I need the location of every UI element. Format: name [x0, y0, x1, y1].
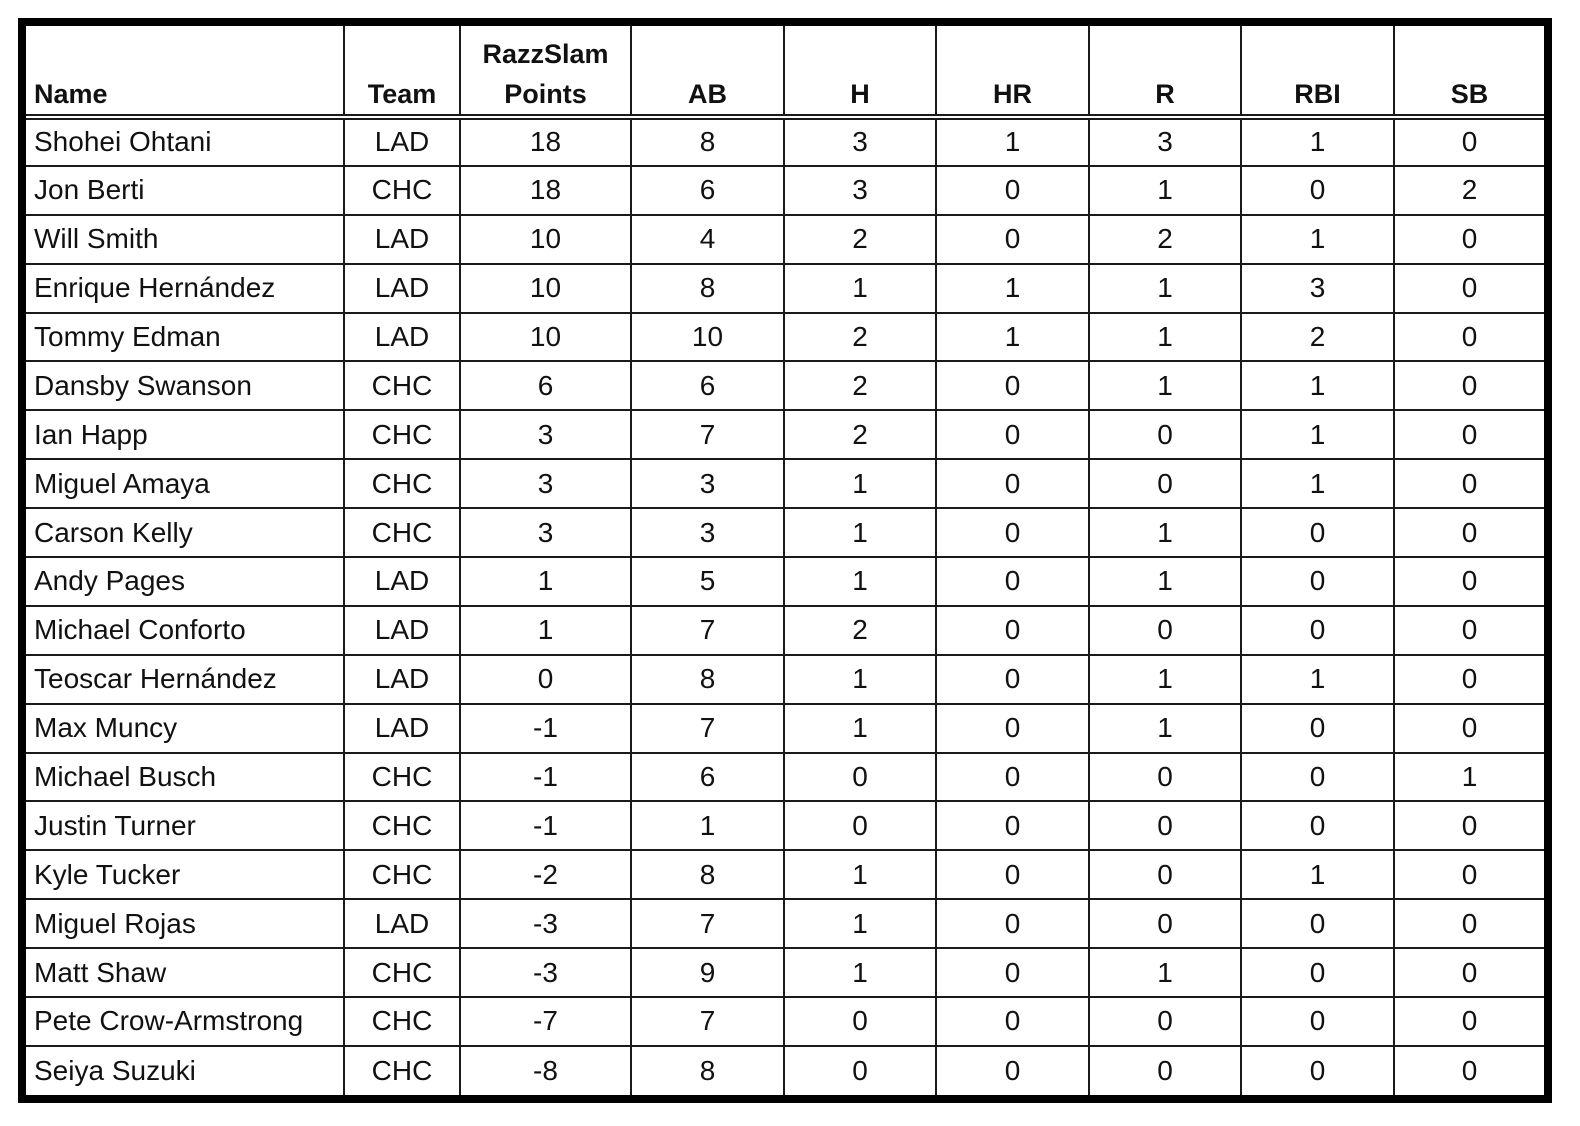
cell-team: CHC — [344, 997, 460, 1046]
cell-points: -8 — [460, 1046, 631, 1095]
cell-points: 10 — [460, 215, 631, 264]
cell-rbi: 0 — [1241, 557, 1394, 606]
cell-r: 3 — [1089, 117, 1241, 166]
header-r: R — [1089, 26, 1241, 117]
cell-points: 10 — [460, 313, 631, 362]
cell-r: 0 — [1089, 410, 1241, 459]
cell-rbi: 0 — [1241, 508, 1394, 557]
cell-sb: 0 — [1394, 410, 1544, 459]
cell-r: 2 — [1089, 215, 1241, 264]
cell-h: 0 — [784, 1046, 936, 1095]
cell-name: Pete Crow-Armstrong — [26, 997, 344, 1046]
cell-h: 1 — [784, 264, 936, 313]
cell-name: Tommy Edman — [26, 313, 344, 362]
cell-points: -3 — [460, 948, 631, 997]
cell-team: CHC — [344, 508, 460, 557]
cell-rbi: 2 — [1241, 313, 1394, 362]
cell-points: 1 — [460, 557, 631, 606]
cell-ab: 8 — [631, 264, 784, 313]
cell-points: -1 — [460, 801, 631, 850]
cell-sb: 2 — [1394, 166, 1544, 215]
cell-sb: 0 — [1394, 361, 1544, 410]
cell-ab: 8 — [631, 850, 784, 899]
cell-ab: 6 — [631, 166, 784, 215]
cell-h: 1 — [784, 850, 936, 899]
cell-r: 0 — [1089, 801, 1241, 850]
table-row — [26, 508, 1544, 557]
cell-hr: 0 — [936, 753, 1089, 802]
cell-team: CHC — [344, 948, 460, 997]
cell-team: LAD — [344, 606, 460, 655]
table-row — [26, 410, 1544, 459]
cell-ab: 3 — [631, 508, 784, 557]
cell-rbi: 1 — [1241, 459, 1394, 508]
table-row — [26, 117, 1544, 166]
cell-rbi: 1 — [1241, 850, 1394, 899]
cell-r: 0 — [1089, 1046, 1241, 1095]
cell-r: 0 — [1089, 606, 1241, 655]
header-ab: AB — [631, 26, 784, 117]
table-row — [26, 313, 1544, 362]
cell-name: Miguel Amaya — [26, 459, 344, 508]
header-points — [460, 26, 631, 117]
cell-name: Matt Shaw — [26, 948, 344, 997]
cell-hr: 0 — [936, 557, 1089, 606]
cell-sb: 1 — [1394, 753, 1544, 802]
cell-hr: 0 — [936, 215, 1089, 264]
cell-hr: 0 — [936, 655, 1089, 704]
cell-hr: 1 — [936, 117, 1089, 166]
cell-rbi: 1 — [1241, 361, 1394, 410]
cell-team: CHC — [344, 166, 460, 215]
cell-ab: 6 — [631, 753, 784, 802]
cell-h: 1 — [784, 508, 936, 557]
cell-ab: 8 — [631, 655, 784, 704]
cell-h: 1 — [784, 704, 936, 753]
cell-ab: 7 — [631, 997, 784, 1046]
cell-name: Michael Conforto — [26, 606, 344, 655]
cell-name: Andy Pages — [26, 557, 344, 606]
cell-h: 3 — [784, 166, 936, 215]
cell-name: Michael Busch — [26, 753, 344, 802]
cell-hr: 0 — [936, 997, 1089, 1046]
cell-team: LAD — [344, 557, 460, 606]
player-stats-table — [26, 26, 1544, 1095]
cell-sb: 0 — [1394, 997, 1544, 1046]
cell-points: 0 — [460, 655, 631, 704]
cell-rbi: 0 — [1241, 899, 1394, 948]
cell-rbi: 0 — [1241, 801, 1394, 850]
cell-points: 18 — [460, 117, 631, 166]
cell-name: Shohei Ohtani — [26, 117, 344, 166]
cell-sb: 0 — [1394, 899, 1544, 948]
cell-r: 0 — [1089, 899, 1241, 948]
cell-team: CHC — [344, 459, 460, 508]
cell-team: LAD — [344, 117, 460, 166]
header-rbi: RBI — [1241, 26, 1394, 117]
cell-sb: 0 — [1394, 508, 1544, 557]
cell-hr: 0 — [936, 459, 1089, 508]
cell-name: Max Muncy — [26, 704, 344, 753]
header-team: Team — [344, 26, 460, 117]
header-row — [26, 26, 1544, 117]
cell-name: Teoscar Hernández — [26, 655, 344, 704]
cell-name: Will Smith — [26, 215, 344, 264]
cell-r: 0 — [1089, 753, 1241, 802]
cell-r: 1 — [1089, 655, 1241, 704]
cell-ab: 1 — [631, 801, 784, 850]
cell-points: -1 — [460, 753, 631, 802]
cell-hr: 0 — [936, 606, 1089, 655]
cell-name: Jon Berti — [26, 166, 344, 215]
cell-r: 1 — [1089, 948, 1241, 997]
table-row — [26, 557, 1544, 606]
cell-hr: 0 — [936, 166, 1089, 215]
cell-team: CHC — [344, 753, 460, 802]
cell-hr: 1 — [936, 264, 1089, 313]
table-body — [26, 117, 1544, 1095]
cell-hr: 0 — [936, 1046, 1089, 1095]
cell-sb: 0 — [1394, 264, 1544, 313]
cell-h: 3 — [784, 117, 936, 166]
cell-ab: 10 — [631, 313, 784, 362]
header-hr: HR — [936, 26, 1089, 117]
cell-sb: 0 — [1394, 459, 1544, 508]
cell-sb: 0 — [1394, 117, 1544, 166]
cell-rbi: 1 — [1241, 117, 1394, 166]
cell-ab: 9 — [631, 948, 784, 997]
table-row — [26, 264, 1544, 313]
cell-hr: 0 — [936, 410, 1089, 459]
cell-rbi: 0 — [1241, 1046, 1394, 1095]
cell-points: 1 — [460, 606, 631, 655]
cell-h: 1 — [784, 459, 936, 508]
table-row — [26, 655, 1544, 704]
cell-rbi: 0 — [1241, 948, 1394, 997]
cell-team: LAD — [344, 899, 460, 948]
table-row — [26, 166, 1544, 215]
cell-rbi: 0 — [1241, 606, 1394, 655]
cell-ab: 3 — [631, 459, 784, 508]
cell-h: 2 — [784, 313, 936, 362]
cell-r: 0 — [1089, 997, 1241, 1046]
cell-ab: 7 — [631, 410, 784, 459]
cell-r: 1 — [1089, 704, 1241, 753]
cell-r: 1 — [1089, 166, 1241, 215]
table-row — [26, 801, 1544, 850]
cell-sb: 0 — [1394, 948, 1544, 997]
cell-sb: 0 — [1394, 801, 1544, 850]
cell-points: 3 — [460, 459, 631, 508]
table-row — [26, 899, 1544, 948]
cell-h: 2 — [784, 361, 936, 410]
cell-team: CHC — [344, 850, 460, 899]
cell-hr: 0 — [936, 899, 1089, 948]
cell-sb: 0 — [1394, 655, 1544, 704]
cell-name: Justin Turner — [26, 801, 344, 850]
cell-ab: 6 — [631, 361, 784, 410]
cell-ab: 8 — [631, 1046, 784, 1095]
table-row — [26, 704, 1544, 753]
cell-sb: 0 — [1394, 850, 1544, 899]
table-row — [26, 215, 1544, 264]
cell-points: -2 — [460, 850, 631, 899]
cell-h: 1 — [784, 557, 936, 606]
cell-points: 6 — [460, 361, 631, 410]
cell-team: CHC — [344, 1046, 460, 1095]
cell-h: 0 — [784, 753, 936, 802]
cell-ab: 7 — [631, 899, 784, 948]
cell-ab: 4 — [631, 215, 784, 264]
table-row — [26, 850, 1544, 899]
cell-rbi: 1 — [1241, 215, 1394, 264]
cell-hr: 0 — [936, 361, 1089, 410]
cell-rbi: 0 — [1241, 753, 1394, 802]
stats-table-frame — [18, 18, 1552, 1103]
cell-sb: 0 — [1394, 1046, 1544, 1095]
table-row — [26, 459, 1544, 508]
cell-hr: 1 — [936, 313, 1089, 362]
header-name: Name — [26, 26, 344, 117]
cell-h: 1 — [784, 948, 936, 997]
cell-points: -3 — [460, 899, 631, 948]
table-row — [26, 948, 1544, 997]
cell-ab: 7 — [631, 606, 784, 655]
cell-h: 1 — [784, 655, 936, 704]
cell-rbi: 3 — [1241, 264, 1394, 313]
cell-r: 1 — [1089, 361, 1241, 410]
cell-points: 3 — [460, 410, 631, 459]
cell-name: Enrique Hernández — [26, 264, 344, 313]
cell-rbi: 0 — [1241, 704, 1394, 753]
table-row — [26, 606, 1544, 655]
cell-name: Ian Happ — [26, 410, 344, 459]
cell-r: 1 — [1089, 557, 1241, 606]
header-h: H — [784, 26, 936, 117]
header-points-line1: RazzSlam — [482, 39, 609, 69]
cell-rbi: 0 — [1241, 997, 1394, 1046]
cell-rbi: 0 — [1241, 166, 1394, 215]
cell-hr: 0 — [936, 801, 1089, 850]
cell-h: 2 — [784, 215, 936, 264]
cell-name: Kyle Tucker — [26, 850, 344, 899]
cell-team: LAD — [344, 215, 460, 264]
cell-name: Dansby Swanson — [26, 361, 344, 410]
table-row — [26, 1046, 1544, 1095]
cell-h: 0 — [784, 801, 936, 850]
cell-r: 1 — [1089, 264, 1241, 313]
cell-sb: 0 — [1394, 557, 1544, 606]
cell-hr: 0 — [936, 948, 1089, 997]
cell-r: 0 — [1089, 850, 1241, 899]
cell-r: 1 — [1089, 313, 1241, 362]
cell-r: 1 — [1089, 508, 1241, 557]
cell-h: 0 — [784, 997, 936, 1046]
header-points-line2: Points — [504, 79, 587, 109]
cell-points: 10 — [460, 264, 631, 313]
cell-team: CHC — [344, 801, 460, 850]
cell-ab: 7 — [631, 704, 784, 753]
cell-h: 1 — [784, 899, 936, 948]
cell-team: CHC — [344, 410, 460, 459]
cell-h: 2 — [784, 606, 936, 655]
cell-team: LAD — [344, 704, 460, 753]
cell-points: -1 — [460, 704, 631, 753]
cell-team: LAD — [344, 655, 460, 704]
cell-sb: 0 — [1394, 606, 1544, 655]
table-row — [26, 753, 1544, 802]
cell-team: LAD — [344, 264, 460, 313]
cell-name: Seiya Suzuki — [26, 1046, 344, 1095]
cell-sb: 0 — [1394, 215, 1544, 264]
cell-sb: 0 — [1394, 704, 1544, 753]
cell-hr: 0 — [936, 508, 1089, 557]
cell-r: 0 — [1089, 459, 1241, 508]
cell-h: 2 — [784, 410, 936, 459]
cell-ab: 8 — [631, 117, 784, 166]
cell-points: 18 — [460, 166, 631, 215]
cell-rbi: 1 — [1241, 410, 1394, 459]
cell-name: Miguel Rojas — [26, 899, 344, 948]
cell-rbi: 1 — [1241, 655, 1394, 704]
header-sb: SB — [1394, 26, 1544, 117]
table-row — [26, 361, 1544, 410]
cell-sb: 0 — [1394, 313, 1544, 362]
table-row — [26, 997, 1544, 1046]
cell-name: Carson Kelly — [26, 508, 344, 557]
cell-hr: 0 — [936, 704, 1089, 753]
cell-team: CHC — [344, 361, 460, 410]
cell-points: 3 — [460, 508, 631, 557]
cell-ab: 5 — [631, 557, 784, 606]
cell-points: -7 — [460, 997, 631, 1046]
cell-hr: 0 — [936, 850, 1089, 899]
cell-team: LAD — [344, 313, 460, 362]
